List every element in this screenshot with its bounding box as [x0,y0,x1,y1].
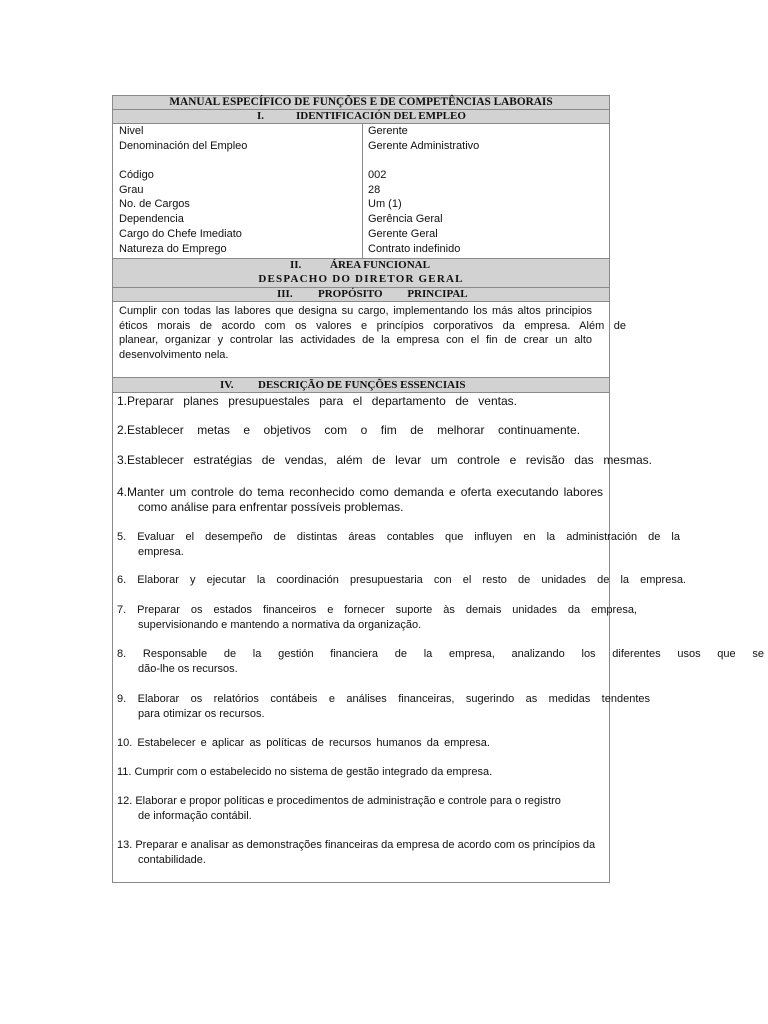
function-item-text: 3.Establecer estratégias de vendas, além de levar um controle e revisão das mesmas. [117,452,652,467]
field-row [112,139,610,154]
section-header-functions [112,377,610,393]
function-item-continuation: supervisionando e mantendo a normativa da organização. [138,618,422,631]
section-title: PROPÓSITO PRINCIPAL [318,288,468,300]
manual-title: MANUAL ESPECÍFICO DE FUNÇÕES E DE COMPETÊNCIAS LABORAIS [169,96,553,108]
functional-area-value: DESPACHO DO DIRETOR GERAL [258,273,464,285]
function-item-text: 7. Preparar os estados financeiros e fornecer suporte às demais unidades da empresa, [117,603,637,616]
function-item-text: 11. Cumprir com o estabelecido no sistema de gestão integrado da empresa. [117,765,493,778]
function-item-text: 12. Elaborar e propor políticas e procedimentos de administração e controle para o registro [117,794,561,807]
function-item-text: 9. Elaborar os relatórios contábeis e análises financeiras, sugerindo as medidas tendentes [117,692,650,705]
section-header-identification [112,109,610,124]
manual-title-row [112,95,610,110]
function-item-text: 8. Responsable de la gestión financiera de la empresa, analizando los diferentes usos que se [117,647,764,660]
field-row [112,242,610,257]
field-row [112,183,610,198]
section-header-purpose [112,287,610,302]
field-value: Gerente Geral [368,227,438,240]
function-item [117,453,652,468]
field-row [112,124,610,139]
field-label: Cargo do Chefe Imediato [119,227,242,240]
function-item [117,423,580,438]
function-item [117,530,680,560]
function-item-continuation: dão-lhe os recursos. [138,662,238,675]
purpose-text-line: Cumplir con todas las labores que designa su cargo, implementando los más altos principios [119,305,592,317]
function-item [117,765,492,780]
purpose-text [119,304,626,363]
field-label: Denominación del Empleo [119,139,248,152]
purpose-text-line: éticos morais de acordo com os valores e princípios corporativos da empresa. Além de [119,319,626,332]
function-item-continuation: para otimizar os recursos. [138,707,265,720]
field-row [112,212,610,227]
function-item [117,794,561,824]
function-item-text: 10. Estabelecer e aplicar as políticas de recursos humanos da empresa. [117,736,490,749]
function-item [117,573,686,588]
function-item-continuation: de informação contábil. [138,809,252,822]
field-row [112,168,610,183]
function-item-text: 1.Preparar planes presupuestales para el departamento de ventas. [117,393,517,408]
field-label: Grau [119,183,144,196]
function-item [117,394,517,409]
field-row [112,197,610,212]
section-title: IDENTIFICACIÓN DEL EMPLEO [296,110,466,122]
field-label: Código [119,169,154,182]
field-label: Dependencia [119,213,184,226]
function-item-text: 5. Evaluar el desempeño de distintas áreas contables que influyen en la administración de la [117,530,680,543]
section-number: III. [277,288,293,300]
function-item [117,838,595,868]
field-value: 002 [368,169,387,182]
function-item-text: 2.Establecer metas e objetivos com o fim de melhorar continuamente. [117,422,580,437]
section-number: II. [290,259,302,271]
field-value: Gerente [368,125,408,137]
row-spacer [112,153,610,168]
function-item-continuation: como análise para enfrentar possíveis problemas. [138,499,404,514]
field-label: Nivel [119,125,144,137]
function-item [117,692,650,722]
field-value: Gerente Administrativo [368,139,480,152]
function-item-continuation: contabilidade. [138,853,206,866]
function-item [117,736,490,751]
field-row [112,227,610,242]
function-item-text: 4.Manter um controle do tema reconhecido como demanda e oferta executando labores [117,484,603,499]
function-item [117,647,764,677]
field-value: Gerência Geral [368,213,443,226]
function-item [117,485,603,515]
field-value: 28 [368,183,381,196]
section-title: ÁREA FUNCIONAL [330,259,430,271]
section-number: I. [257,110,265,122]
section-number: IV. [220,378,234,391]
function-item-text: 6. Elaborar y ejecutar la coordinación presupuestaria con el resto de unidades de la empresa. [117,573,686,586]
field-label: No. de Cargos [119,198,190,211]
field-label: Natureza do Emprego [119,242,227,255]
function-item [117,603,637,633]
function-item-continuation: empresa. [138,545,184,558]
field-value: Contrato indefinido [368,242,461,255]
section-header-functional-area [112,258,610,288]
purpose-text-line: desenvolvimento nela. [119,349,229,362]
identification-fields [112,124,610,256]
function-item-text: 13. Preparar e analisar as demonstrações financeiras da empresa de acordo com os princípios da [117,838,596,851]
purpose-text-line: planear, organizar y controlar las actividades de la empresa con el fin de crear un alto [119,334,592,347]
field-value: Um (1) [368,198,402,211]
section-title: DESCRIÇÃO DE FUNÇÕES ESSENCIAIS [258,378,466,391]
